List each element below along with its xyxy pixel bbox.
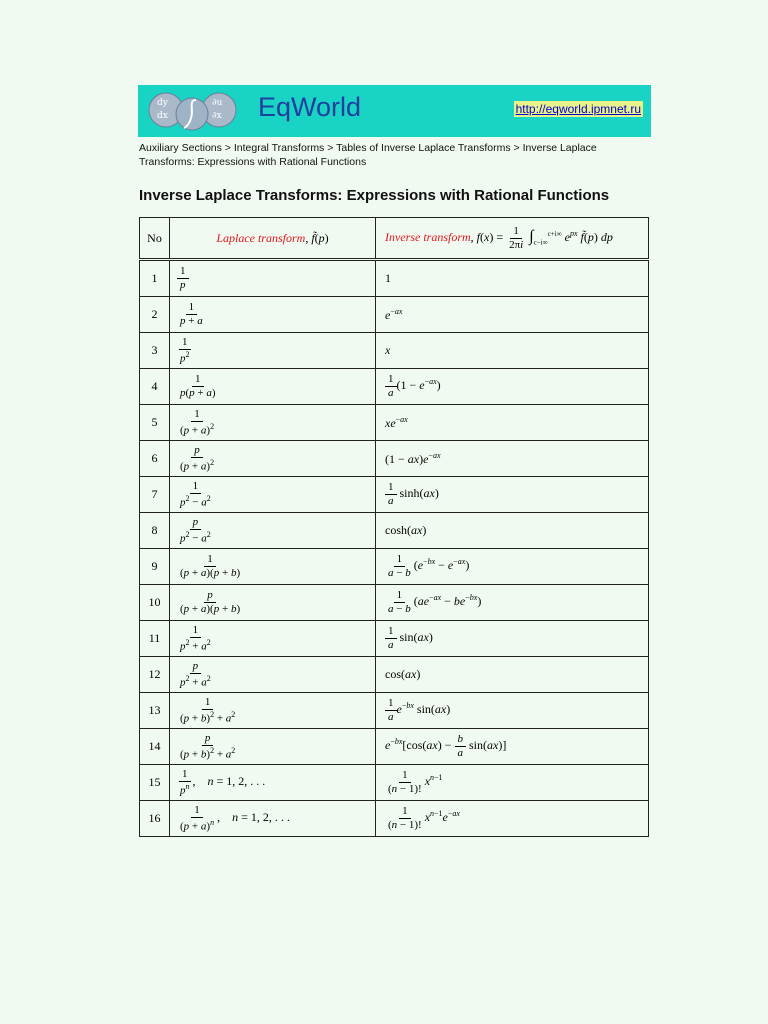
table-row [140, 693, 649, 729]
row-no: 7 [140, 477, 170, 513]
table-row [140, 260, 649, 297]
table-row [140, 621, 649, 657]
inverse-cell: $\frac{1}{(n - 1)!}$ $x^{n-1}$ [376, 765, 649, 801]
inverse-cell: $\frac{1}{a}$ sinh(ax) [376, 477, 649, 513]
laplace-cell: $\frac{1}{p^2 - a^2}$ [170, 477, 376, 513]
page-title: Inverse Laplace Transforms: Expressions with Rational Functions [139, 187, 610, 204]
laplace-cell: $\frac{p}{(p + b)^2 + a^2}$ [170, 729, 376, 765]
header-no: No [140, 218, 170, 260]
row-no: 13 [140, 693, 170, 729]
table-row [140, 729, 649, 765]
laplace-cell: $\frac{p}{(p + a)^2}$ [170, 441, 376, 477]
row-no: 4 [140, 369, 170, 405]
laplace-cell: $\frac{1}{p}$ [170, 260, 376, 297]
breadcrumb-item-integral[interactable]: Integral Transforms [233, 142, 325, 154]
inverse-cell: $\frac{1}{(n - 1)!}$ $x^{n-1}e^{-ax}$ [376, 801, 649, 837]
inverse-cell: $\frac{1}{a - b}$ $(ae^{-ax} - be^{-bx})$ [376, 585, 649, 621]
breadcrumb-separator: > [513, 142, 520, 154]
inverse-cell: cos(ax) [376, 657, 649, 693]
inverse-cell: $(1 - ax)e^{-ax}$ [376, 441, 649, 477]
inverse-cell: $\frac{1}{a}$ sin(ax) [376, 621, 649, 657]
laplace-cell: $\frac{1}{p^n}$ , n = 1, 2, . . . [170, 765, 376, 801]
laplace-cell: $\frac{1}{(p + a)(p + b)}$ [170, 549, 376, 585]
breadcrumb [139, 141, 639, 169]
table-header-row [140, 218, 649, 260]
laplace-cell: $\frac{1}{(p + b)^2 + a^2}$ [170, 693, 376, 729]
table-row [140, 297, 649, 333]
table-row [140, 441, 649, 477]
row-no: 10 [140, 585, 170, 621]
table-row [140, 765, 649, 801]
logo-glyph: ∂u [212, 98, 223, 108]
inverse-cell: $e^{-bx}[\cos(ax)$ − $\frac{b}{a}$ sin(ax)] [376, 729, 649, 765]
table-row [140, 801, 649, 837]
laplace-cell: $\frac{1}{(p + a)^2}$ [170, 405, 376, 441]
inverse-cell: $\frac{1}{a}$ $e^{-bx}$ sin(ax) [376, 693, 649, 729]
laplace-cell: $\frac{1}{(p + a)^n}$ , n = 1, 2, . . . [170, 801, 376, 837]
header-laplace: Laplace transform, f̃(p) [170, 218, 376, 260]
laplace-cell: $\frac{1}{p + a}$ [170, 297, 376, 333]
row-no: 15 [140, 765, 170, 801]
laplace-cell: $\frac{p}{p^2 - a^2}$ [170, 513, 376, 549]
eqworld-logo-icon [144, 88, 240, 134]
header-inverse-label: Inverse transform [385, 229, 471, 244]
table-row [140, 333, 649, 369]
inverse-cell: cosh(ax) [376, 513, 649, 549]
row-no: 11 [140, 621, 170, 657]
header-inverse: Inverse transform, f(x) = $\frac{1}{2\pi i}$ $\int_{c-i\infty}^{c+i\infty}$ $e^{px}$ f̃(p) dp [376, 218, 649, 260]
logo-glyph: dy [157, 98, 168, 108]
table-row [140, 657, 649, 693]
row-no: 16 [140, 801, 170, 837]
table-row [140, 513, 649, 549]
table-row [140, 369, 649, 405]
breadcrumb-separator: > [224, 142, 231, 154]
table-row [140, 585, 649, 621]
inverse-cell: 1 [376, 260, 649, 297]
row-no: 12 [140, 657, 170, 693]
row-no: 9 [140, 549, 170, 585]
inverse-cell: $xe^{-ax}$ [376, 405, 649, 441]
laplace-cell: $\frac{p}{(p + a)(p + b)}$ [170, 585, 376, 621]
row-no: 5 [140, 405, 170, 441]
laplace-cell: $\frac{1}{p^2}$ [170, 333, 376, 369]
row-no: 14 [140, 729, 170, 765]
row-no: 3 [140, 333, 170, 369]
inverse-cell: $\frac{1}{a - b}$ $(e^{-bx} - e^{-ax})$ [376, 549, 649, 585]
table-row [140, 477, 649, 513]
laplace-table [139, 217, 649, 837]
row-no: 6 [140, 441, 170, 477]
inverse-cell: x [376, 333, 649, 369]
breadcrumb-item-tables[interactable]: Tables of Inverse Laplace Transforms [336, 142, 511, 154]
row-no: 1 [140, 260, 170, 297]
row-no: 2 [140, 297, 170, 333]
laplace-cell: $\frac{p}{p^2 + a^2}$ [170, 657, 376, 693]
table-row [140, 549, 649, 585]
inverse-cell: $e^{-ax}$ [376, 297, 649, 333]
laplace-cell: $\frac{1}{p^2 + a^2}$ [170, 621, 376, 657]
breadcrumb-item-current: Inverse Laplace Transforms: Expressions with Rational Functions [139, 142, 597, 168]
logo-glyph: ∂x [212, 111, 222, 121]
row-no: 8 [140, 513, 170, 549]
table-row [140, 405, 649, 441]
header-laplace-label: Laplace transform [216, 230, 306, 245]
site-banner [138, 85, 651, 137]
logo-glyph: dx [157, 111, 168, 121]
site-title[interactable]: EqWorld [258, 92, 362, 122]
inverse-cell: $\frac{1}{a}$ $(1 - e^{-ax})$ [376, 369, 649, 405]
breadcrumb-item-auxiliary[interactable]: Auxiliary Sections [139, 142, 222, 154]
breadcrumb-separator: > [327, 142, 334, 154]
laplace-cell: $\frac{1}{p(p + a)}$ [170, 369, 376, 405]
site-url-link[interactable]: http://eqworld.ipmnet.ru [515, 102, 641, 116]
